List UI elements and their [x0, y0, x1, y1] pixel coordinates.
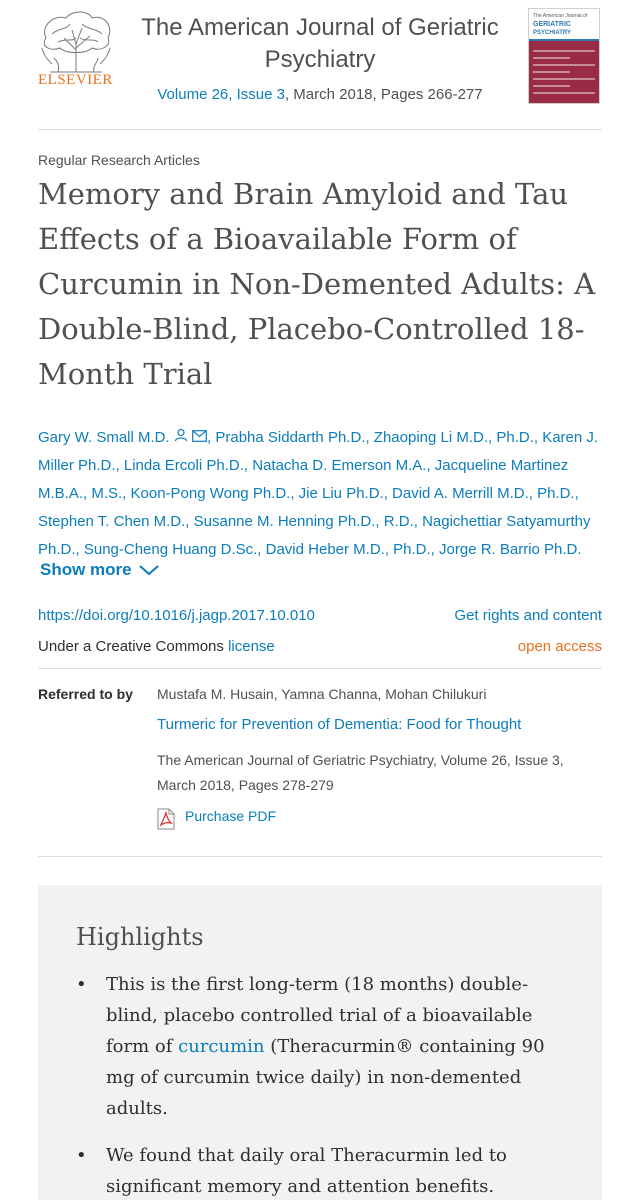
volume-issue-link[interactable]: Volume 26, Issue 3 — [157, 86, 285, 103]
referred-authors: Mustafa M. Husain, Yamna Channa, Mohan Chilukuri — [157, 686, 487, 702]
chevron-down-icon[interactable] — [138, 563, 160, 577]
purchase-pdf-link[interactable]: Purchase PDF — [185, 808, 277, 824]
open-access-badge: open access — [517, 638, 602, 655]
article-section-label: Regular Research Articles — [38, 152, 200, 168]
bullet-icon: • — [76, 1145, 87, 1166]
highlights-heading: Highlights — [76, 923, 204, 951]
list-item: • This is the first long-term (18 months) double-blind, placebo controlled trial of a bioavailable form of curcumin (Theracurmin® containing 90 mg of curcumin twice daily) in non-demented adults. — [76, 969, 576, 1124]
header-divider — [38, 129, 602, 130]
author-link[interactable]: Gary W. Small M.D. — [38, 429, 170, 446]
curcumin-link[interactable]: curcumin — [178, 1036, 265, 1057]
license-link[interactable]: license — [228, 638, 275, 655]
rights-content-link[interactable]: Get rights and content — [454, 607, 602, 624]
journal-title[interactable]: The American Journal of Geriatric Psychiatry — [141, 14, 499, 73]
divider — [38, 856, 602, 857]
author-list — [38, 424, 606, 564]
referred-article-link[interactable]: Turmeric for Prevention of Dementia: Food for Thought — [157, 716, 522, 733]
doi-link[interactable]: https://doi.org/10.1016/j.jagp.2017.10.010 — [38, 607, 315, 624]
bullet-icon: • — [76, 974, 87, 995]
email-icon[interactable] — [192, 430, 207, 442]
referred-journal-info: The American Journal of Geriatric Psychiatry, Volume 26, Issue 3, March 2018, Pages 278-279 — [157, 752, 564, 793]
divider — [38, 668, 602, 669]
list-item: • We found that daily oral Theracurmin led to significant memory and attention benefits. — [76, 1140, 576, 1200]
referred-to-by-label: Referred to by — [38, 686, 133, 702]
pdf-icon[interactable] — [157, 808, 175, 830]
journal-volume-info: Volume 26, Issue 3, March 2018, Pages 266-277 — [157, 86, 483, 103]
license-statement: Under a Creative Commons license — [38, 638, 275, 655]
author-links-rest[interactable]: , Prabha Siddarth Ph.D., Zhaoping Li M.D., Ph.D., Karen J. Miller Ph.D., Linda Ercoli Ph.D., Natacha D. Emerson M.A., Jacqueline Martinez M.B.A., M.S., Koon-Pong Wong Ph.D., Jie Liu Ph.D., David A. Merrill M.D., Ph.D., Stephen T. Chen M.D., Susanne M. Henning Ph.D., R.D., Nagichettiar Satyamurthy Ph.D., Sung-Cheng Huang D.Sc., David Heber M.D., Ph.D., Jorge R. Barrio Ph.D. — [38, 429, 599, 559]
person-icon[interactable] — [174, 428, 188, 442]
journal-header — [0, 0, 626, 130]
highlights-list — [76, 969, 576, 1200]
elsevier-wordmark[interactable]: ELSEVIER — [38, 72, 113, 88]
journal-cover-thumbnail[interactable]: The American Journal of GERIATRIC PSYCHIATRY — [528, 8, 600, 104]
highlights-section — [38, 885, 602, 1200]
article-title: Memory and Brain Amyloid and Tau Effects of a Bioavailable Form of Curcumin in Non-Demented Adults: A Double-Blind, Placebo-Controlled 18-Month Trial — [38, 177, 596, 391]
show-more-button[interactable]: Show more — [40, 560, 132, 579]
